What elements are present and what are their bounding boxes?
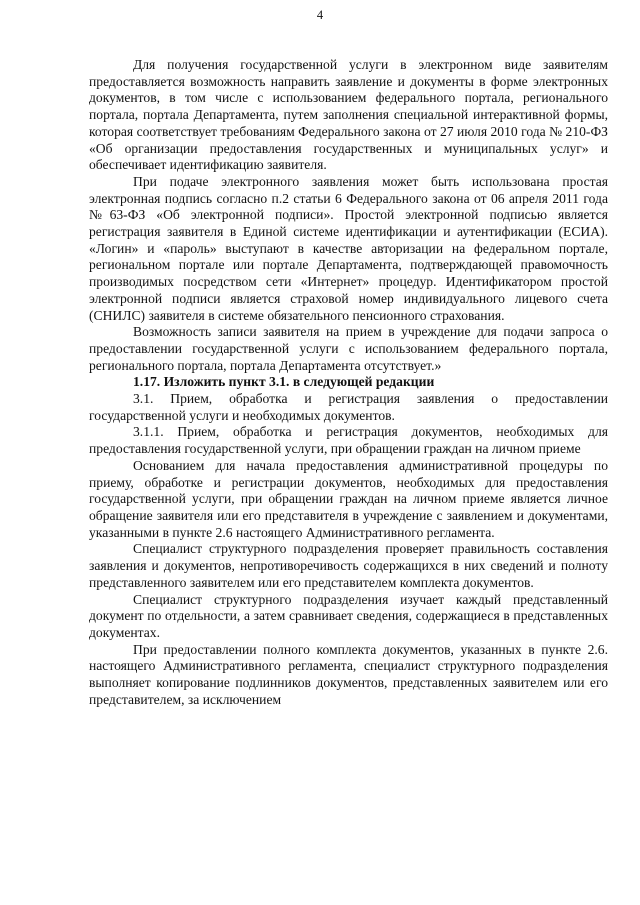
paragraph-procedure-basis: Основанием для начала предоставления административной процедуры по приему, обработке и регистрации документов, необходимых для предоставления государственной услуги, при обращении граждан на личном приеме является личное обращение заявителя или его представителя в учреждение с заявлением и документами, указанными в пункте 2.6 настоящего Административного регламента. [89,457,608,540]
paragraph-3-1-1: 3.1.1. Прием, обработка и регистрация документов, необходимых для предоставления государственной услуги, при обращении граждан на личном приеме [89,424,608,457]
paragraph-copying-documents: При предоставлении полного комплекта документов, указанных в пункте 2.6. настоящего Административного регламента, специалист структурного подразделения выполняет копирование подлинников документов, представленных заявителем или его представителем, за исключением [89,641,608,707]
paragraph-3-1: 3.1. Прием, обработка и регистрация заявления о предоставлении государственной услуги и необходимых документов. [89,391,608,423]
paragraph-specialist-studies: Специалист структурного подразделения изучает каждый представленный документ по отдельности, а затем сравнивает сведения, содержащиеся в представленных документах. [89,591,608,640]
paragraph-appointment-booking: Возможность записи заявителя на прием в учреждение для подачи запроса о предоставлении государственной услуги с использованием федерального портала, регионального портала, портала Департамента отсутствует.» [89,324,608,373]
paragraph-electronic-submission: Для получения государственной услуги в электронном виде заявителям предоставляется возможность направить заявление и документы в форме электронных документов, в том числе с использованием федерального портала, регионального портала, портала Департамента, путем заполнения специальной интерактивной формы, которая соответствует требованиям Федерального закона от 27 июля 2010 года № 210-ФЗ «Об организации предоставления государственных и муниципальных услуг» и обеспечивает идентификацию заявителя. [89,57,608,173]
document-body [89,57,608,708]
paragraph-specialist-checks: Специалист структурного подразделения проверяет правильность составления заявления и документов, непротиворечивость содержащихся в них сведений и полноту представленного заявителем или его представителем комплекта документов. [89,541,608,590]
section-heading-1-17: 1.17. Изложить пункт 3.1. в следующей редакции [133,374,435,390]
paragraph-electronic-signature: При подаче электронного заявления может быть использована простая электронная подпись согласно п.2 статьи 6 Федерального закона от 06 апреля 2011 года №63-ФЗ «Об электронной подписи». Простой электронной подписью является регистрация заявителя в Единой системе идентификации и аутентификации (ЕСИА). «Логин» и «пароль» выступают в качестве авторизации на федеральном портале, региональном портале или портале Департамента, подтверждающей правомочность производимых посредством сети «Интернет» процедур. Идентификатором простой электронной подписи является страховой номер индивидуального лицевого счета (СНИЛС) заявителя в системе обязательного пенсионного страхования. [89,173,608,323]
page-number: 4 [316,8,324,22]
